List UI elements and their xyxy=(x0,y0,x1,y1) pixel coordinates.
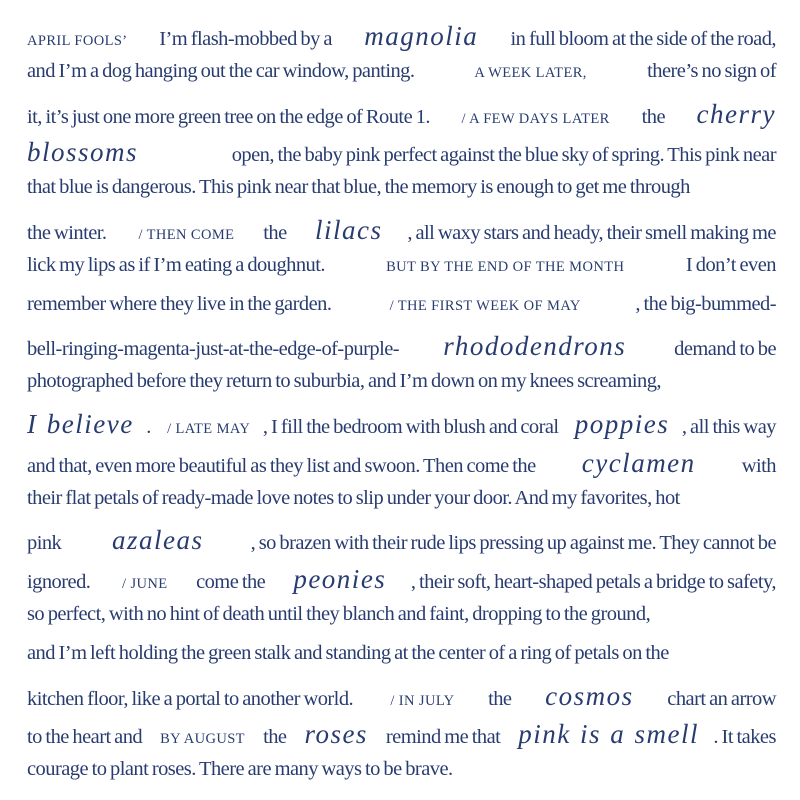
poem-text-segment: , all this way xyxy=(681,415,776,438)
poem-text-segment: open, the baby pink perfect against the blue sky of spring. This pink near xyxy=(228,144,776,167)
poem-text-segment: I don’t even xyxy=(685,253,776,276)
poem-text-segment: that blue is dangerous. This pink near that blue, the memory is enough to get me through xyxy=(27,176,690,199)
time-marker: BY AUGUST xyxy=(160,731,249,748)
time-marker: BUT BY THE END OF THE MONTH xyxy=(386,258,629,275)
poem-line xyxy=(27,99,776,138)
poem-line xyxy=(27,603,776,642)
poem-text-segment: , their soft, heart-shaped petals a bridge to safety, xyxy=(410,571,776,594)
poem-text-segment: come the xyxy=(196,571,269,594)
poem-line xyxy=(27,409,776,448)
flower-word: roses xyxy=(304,719,368,750)
flower-word: I believe xyxy=(27,408,134,439)
poem-line xyxy=(27,719,776,758)
flower-word: poppies xyxy=(574,408,670,439)
poem-text-segment: . It takes xyxy=(713,726,776,749)
poem-line xyxy=(27,21,776,60)
flower-word: magnolia xyxy=(364,21,479,51)
time-marker: / JUNE xyxy=(122,576,172,593)
poem-text-segment: to the heart and xyxy=(27,726,146,749)
time-marker: / IN JULY xyxy=(390,692,458,709)
poem-text-segment: in full bloom at the side of the road, xyxy=(506,28,776,50)
poem-text-segment: demand to be xyxy=(670,338,776,361)
poem-line xyxy=(27,370,776,409)
poem-text-segment: . xyxy=(146,415,155,438)
poem-line xyxy=(27,176,776,215)
poem-text-segment: courage to plant roses. There are many ways to be brave. xyxy=(27,758,453,781)
poem-text-segment: , all waxy stars and heady, their smell making me xyxy=(407,221,776,244)
poem-text-segment: , so brazen with their rude lips pressing up against me. They cannot be xyxy=(250,532,776,555)
poem-text-segment: photographed before they return to suburbia, and I’m down on my knees screaming, xyxy=(27,370,661,393)
poem-line xyxy=(27,642,776,681)
poem-text-segment: and that, even more beautiful as they list and swoon. Then come the xyxy=(27,454,540,477)
flower-word: rhododendrons xyxy=(443,331,627,362)
poem-text-segment: bell-ringing-magenta-just-at-the-edge-of-purple- xyxy=(27,338,400,361)
poem-text-segment: ignored. xyxy=(27,571,98,594)
flower-word: blossoms xyxy=(27,137,139,168)
poem-line xyxy=(27,215,776,254)
time-marker: / LATE MAY xyxy=(167,420,251,437)
time-marker: / THEN COME xyxy=(138,226,239,243)
poem-text-segment: , the big-bummed- xyxy=(635,292,776,315)
poem-line xyxy=(27,564,776,603)
time-marker: / A FEW DAYS LATER xyxy=(461,110,614,127)
poem-text-segment: , I fill the bedroom with blush and coral xyxy=(262,415,563,438)
poem-line xyxy=(27,293,776,332)
poem-text-segment: their flat petals of ready-made love notes to slip under your door. And my favorites, hot xyxy=(27,486,680,509)
flower-word: lilacs xyxy=(315,214,383,245)
poem-text-segment: it, it’s just one more green tree on the edge of Route 1. xyxy=(27,105,434,128)
poem-text-segment: and I’m left holding the green stalk and standing at the center of a ring of petals on the xyxy=(27,641,669,664)
poem-line xyxy=(27,137,776,176)
time-marker: / THE FIRST WEEK OF MAY xyxy=(389,297,581,314)
flower-word: cherry xyxy=(696,98,776,129)
poem-text-segment: lick my lips as if I’m eating a doughnut. xyxy=(27,253,329,276)
time-marker: A WEEK LATER, xyxy=(474,64,591,81)
poem-text-segment: chart an arrow xyxy=(663,687,776,710)
poem-text-segment: remind me that xyxy=(382,726,504,749)
poem-line xyxy=(27,448,776,487)
flower-word: pink is a smell xyxy=(518,719,700,750)
time-marker: APRIL FOOLS’ xyxy=(27,33,131,49)
poem-text-segment: the winter. xyxy=(27,221,114,244)
poem-text-segment: and I’m a dog hanging out the car window, panting. xyxy=(27,59,419,82)
poem-text-segment: the xyxy=(263,221,291,244)
poem-text-segment: there’s no sign of xyxy=(647,59,776,82)
poem-text-segment: the xyxy=(263,726,291,749)
flower-word: peonies xyxy=(293,564,387,595)
poem-text-segment: so perfect, with no hint of death until they blanch and faint, dropping to the ground, xyxy=(27,602,651,625)
poem-text xyxy=(27,21,776,797)
flower-word: cyclamen xyxy=(581,447,696,478)
poem-text-segment: with xyxy=(738,454,776,477)
poem-text-segment: I’m flash-mobbed by a xyxy=(159,28,336,50)
poem-line xyxy=(27,60,776,99)
poem-text-segment: kitchen floor, like a portal to another world. xyxy=(27,687,361,710)
poem-text-segment: remember where they live in the garden. xyxy=(27,292,335,315)
poem-text-segment: the xyxy=(641,105,669,128)
poem-line xyxy=(27,331,776,370)
poem-text-segment: pink xyxy=(27,532,65,555)
poem-line xyxy=(27,487,776,526)
flower-word: cosmos xyxy=(545,680,634,711)
flower-word: azaleas xyxy=(111,525,204,556)
poem-text-segment: the xyxy=(488,687,516,710)
poem-line xyxy=(27,525,776,564)
poem-line xyxy=(27,758,776,797)
poem-line xyxy=(27,254,776,293)
poem-line xyxy=(27,681,776,720)
